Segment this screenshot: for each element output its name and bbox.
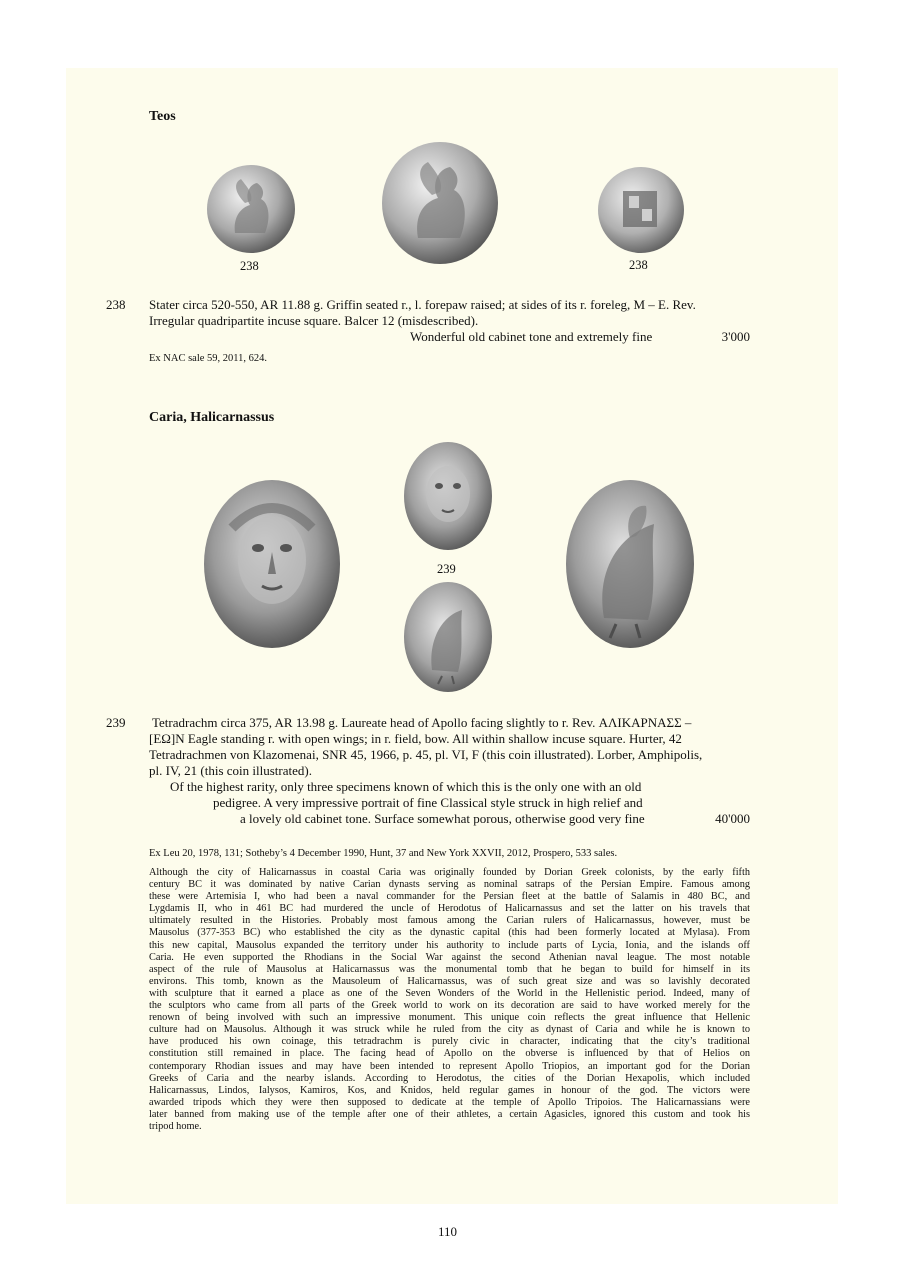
essay-line: have produced his own coinage, this tetradrachm is purely civic in character, indicating that the city’s traditional — [149, 1036, 750, 1048]
essay-line: renown of being involved with such an impressive monument. This unique coin reflects the great influence that Hellenic — [149, 1012, 750, 1024]
essay-line: this new capital, Mausolus expanded the territory under his authority to include parts of Lycia, Ionia, and the islands off — [149, 939, 750, 951]
lot-number-238: 238 — [106, 297, 126, 312]
lot-239-description-line-3: Tetradrachmen von Klazomenai, SNR 45, 1966, p. 45, pl. VI, F (this coin illustrated). Lorber, Amphipolis, — [149, 747, 703, 762]
lot-239-essay — [149, 867, 750, 1133]
essay-line: culture had on Mausolus. Although it was struck while he ruled from the city as dynast of Caria and while he is known to — [149, 1024, 750, 1036]
lot-239-grade-line-2: pedigree. A very impressive portrait of fine Classical style struck in high relief and — [213, 795, 643, 810]
essay-line: the sculptors who came from all parts of the Greek world to work on its decoration are said to have worked merely for the — [149, 1000, 750, 1012]
essay-line: environs. This tomb, known as the Mausoleum of Halicarnassus, was of such great size and was so lavishly decorated — [149, 975, 750, 987]
essay-line: aspect of the rule of Mausolus at Halicarnassus was the monumental tomb that he began to build for himself in its — [149, 963, 750, 975]
coin-238-reverse — [596, 165, 686, 255]
coin-239-obverse-enlarged — [202, 478, 342, 650]
coin-caption-238-right: 238 — [629, 258, 648, 272]
lot-239-description-line-1: Tetradrachm circa 375, AR 13.98 g. Laureate head of Apollo facing slightly to r. Rev. ΑΛΙΚΑΡΝΑΣΣ – — [152, 715, 692, 730]
lot-238-description-line-1: Stater circa 520-550, AR 11.88 g. Griffin seated r., l. forepaw raised; at sides of its r. foreleg, M – E. Rev. — [149, 297, 696, 312]
essay-line: with sculpture that it earned a place as one of the Seven Wonders of the World in the Hellenistic period. Indeed, many of — [149, 987, 750, 999]
essay-line: later banned from making use of the temple after one of their athletes, a certain Agasicles, ignored this custom and took his — [149, 1108, 750, 1120]
lot-239-grade-line-1: Of the highest rarity, only three specimens known of which this is the only one with an old — [170, 779, 642, 794]
lot-239-description-line-4: pl. IV, 21 (this coin illustrated). — [149, 763, 312, 778]
essay-line: Halicarnassus, Lindos, Ialysos, Kamiros, Kos, and Knidos, held regular games in honour of the god. The victors were — [149, 1084, 750, 1096]
essay-line: Although the city of Halicarnassus in coastal Caria was originally founded by Dorian Greek colonists, by the early fifth — [149, 867, 750, 878]
essay-line: tripod home. — [149, 1120, 202, 1132]
lot-239-description-line-2: [ΕΩ]Ν Eagle standing r. with open wings; in r. field, bow. All within shallow incuse square. Hurter, 42 — [149, 731, 682, 746]
section-title-teos: Teos — [149, 109, 176, 124]
essay-line: Caria. He even supported the Rhodians in the Social War against the second Athenian naval league. The most notable — [149, 951, 750, 963]
essay-line: Greeks of Caria and the nearby islands. According to Herodotus, the cities of the Dorian Hexapolis, which included — [149, 1072, 750, 1084]
essay-line: awarded tripods which they were then supposed to dedicate at the temple of Apollo Tripoios. The Halicarnassians were — [149, 1096, 750, 1108]
lot-238-description-line-2: Irregular quadripartite incuse square. Balcer 12 (misdescribed). — [149, 313, 479, 328]
coin-238-obverse-small — [205, 163, 297, 255]
coin-239-obverse — [402, 440, 494, 552]
essay-line: Mausolus (377-353 BC) who established the city as the dynastic capital (this had been formerly located at Mylasa). From — [149, 927, 750, 939]
essay-line: century BC it was dominated by native Carian dynasts serving as nominal satraps of the Persian Empire. Famous among — [149, 879, 750, 891]
lot-238-grade: Wonderful old cabinet tone and extremely fine — [410, 329, 653, 344]
lot-number-239: 239 — [106, 715, 126, 730]
coin-caption-239: 239 — [437, 562, 456, 576]
essay-line: Lygdamis II, who in 461 BC had murdered the uncle of Herodotus of Halicarnassus and set the latter on his travels that — [149, 903, 750, 915]
coin-239-reverse — [402, 580, 494, 694]
page-number: 110 — [438, 1224, 458, 1239]
lot-238-estimate: 3'000 — [721, 329, 750, 344]
coin-239-reverse-enlarged — [564, 478, 696, 650]
essay-line: contemporary Rhodian issues and may have been intended to represent Apollo Triopios, an important god for the Dorian — [149, 1060, 750, 1072]
essay-line: constitution still remained in place. The facing head of Apollo on the obverse is influenced by that of Helios on — [149, 1048, 750, 1060]
essay-line: these were Artemisia I, who had been a naval commander for the Persian fleet at the battle of Salamis in 480 BC, and — [149, 891, 750, 903]
lot-239-estimate: 40'000 — [715, 811, 750, 826]
coin-238-obverse-large — [380, 140, 500, 266]
lot-238-provenance: Ex NAC sale 59, 2011, 624. — [149, 353, 268, 364]
lot-239-provenance: Ex Leu 20, 1978, 131; Sotheby’s 4 December 1990, Hunt, 37 and New York XXVII, 2012, Prospero, 533 sales. — [149, 848, 618, 859]
section-title-caria-halicarnassus: Caria, Halicarnassus — [149, 410, 275, 425]
coin-caption-238-left: 238 — [240, 259, 259, 273]
lot-239-grade-line-3: a lovely old cabinet tone. Surface somewhat porous, otherwise good very fine — [240, 811, 645, 826]
essay-line: ultimately resulted in the Histories. Probably most famous among the Carian rulers of Halicarnassus, however, must be — [149, 915, 750, 927]
